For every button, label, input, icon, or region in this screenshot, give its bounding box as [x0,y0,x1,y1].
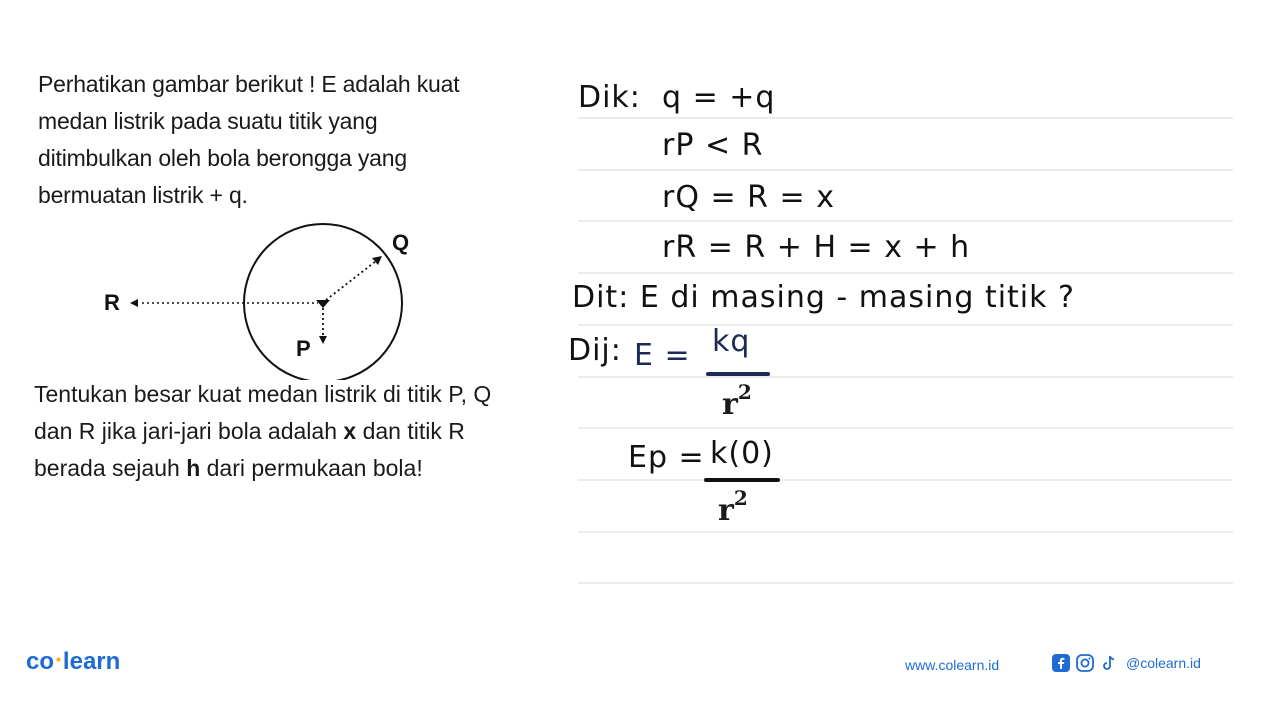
problem-line: bermuatan listrik + q. [38,182,248,208]
problem-line: medan listrik pada suatu titik yang [38,108,378,134]
arrow-r [130,299,138,307]
facebook-icon[interactable] [1052,654,1070,672]
dik-line-3: rQ = R = x [662,180,835,215]
label-q: Q [392,230,410,255]
sphere-diagram [90,220,420,380]
label-r: R [104,290,120,315]
colearn-logo[interactable] [26,648,120,676]
exponent: 2 [737,380,752,404]
bold-x: x [343,418,357,444]
ep-fraction-bar [704,478,780,482]
website-link[interactable]: www.colearn.id [905,657,1000,673]
instagram-icon[interactable] [1076,654,1094,672]
e-fraction-bar [706,372,770,376]
dij-label: Dij: [568,333,622,368]
e-denominator [722,380,752,422]
dotted-line-to-q [326,258,380,300]
exponent: 2 [733,486,748,510]
question-line [34,450,574,487]
text-segment: dan titik R [356,418,465,444]
ep-denominator [718,486,748,528]
logo-dot: • [56,651,61,667]
ep-numerator: k(0) [710,436,774,471]
center-arrowhead [316,300,330,308]
e-numerator: kq [712,324,751,359]
r-symbol: r [722,387,738,422]
e-lhs: E = [634,338,691,373]
dik-line-1: q = +q [662,80,776,115]
social-handle[interactable]: @colearn.id [1126,655,1201,671]
r-symbol: r [718,493,734,528]
dik-line-2: rP < R [662,128,764,163]
dit-line: Dit: E di masing - masing titik ? [572,280,1075,315]
arrow-q [372,256,382,265]
logo-part: learn [62,648,121,675]
text-segment: dan R jika jari-jari bola adalah [34,418,344,444]
dik-line-4: rR = R + H = x + h [662,230,971,265]
question-line: Tentukan besar kuat medan listrik di titik P, Q [34,381,492,407]
problem-line: ditimbulkan oleh bola berongga yang [38,145,407,171]
arrow-p [319,336,327,344]
bold-h: h [186,455,201,481]
logo-part: co [26,648,55,675]
text-segment: berada sejauh [34,455,187,481]
problem-statement [38,66,558,214]
question-text [34,376,574,487]
label-p: P [296,336,311,361]
question-line [34,413,574,450]
problem-line: Perhatikan gambar berikut ! E adalah kuat [38,71,460,97]
tiktok-icon[interactable] [1100,654,1118,672]
social-links [1052,654,1201,672]
ep-lhs: Ep = [628,440,705,475]
dik-label: Dik: [578,80,641,115]
text-segment: dari permukaan bola! [200,455,423,481]
